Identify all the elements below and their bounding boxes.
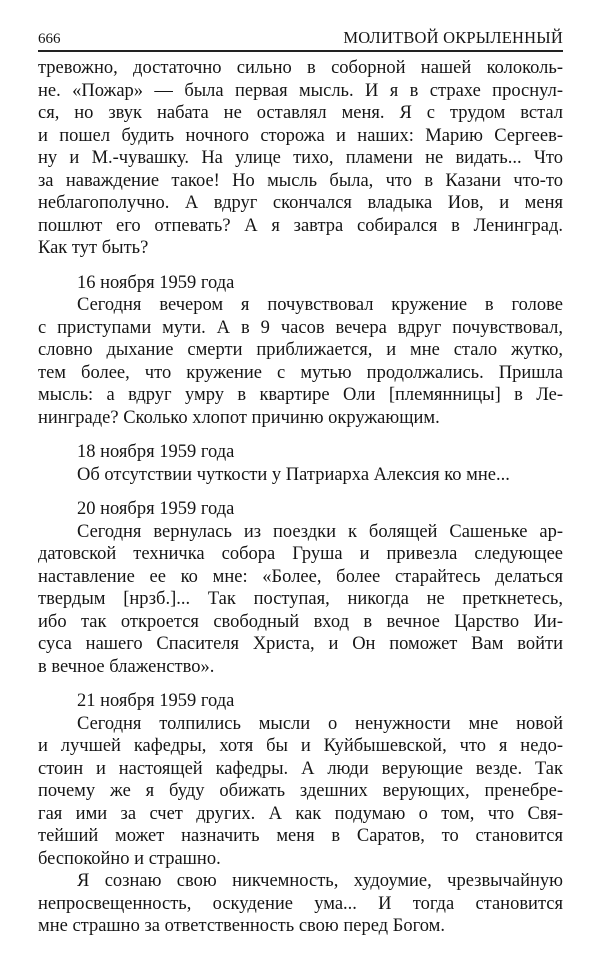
paragraph [38, 870, 563, 938]
entry-date: 18 ноября 1959 года [77, 442, 235, 462]
text-line: мне страшно за ответственность свою перед Богом. [38, 916, 445, 936]
text-line: тем более, что кружение с мутью продолжались. Пришла [38, 362, 563, 383]
text-line: гая ими за счет других. А как подумаю о том, что Свя- [38, 803, 563, 824]
paragraph [38, 521, 563, 679]
text-line: тейший может назначить меня в Саратов, то становится [38, 826, 563, 846]
running-head [38, 22, 563, 48]
text-line: Как тут быть? [38, 238, 149, 258]
text-line: суса нашего Спасителя Христа, и Он поможет Вам войти [38, 634, 563, 654]
text-line: ся, но звук набата не оставлял меня. Я с трудом встал [38, 103, 563, 123]
paragraph [38, 713, 563, 871]
text-line: Об отсутствии чуткости у Патриарха Алексия ко мне... [77, 464, 510, 485]
entry-date: 21 ноября 1959 года [77, 691, 235, 711]
text-line: Сегодня толпились мысли о ненужности мне новой [77, 713, 563, 734]
paragraph [38, 464, 563, 487]
text-line: почему же я буду обижать здешних верующих, пренебре- [38, 781, 563, 801]
text-line: наставление ее ко мне: «Более, более старайтесь делаться [38, 566, 563, 587]
text-line: и лучшей кафедры, хотя бы и Куйбышевской, что я недо- [38, 736, 563, 756]
text-line: мысль: а вдруг умру в квартире Оли [племянницы] в Ле- [38, 385, 563, 405]
text-line: неблагополучно. А вдруг скончался владыка Иов, и меня [38, 193, 563, 213]
page-number: 666 [38, 31, 61, 47]
text-line: нинграде? Сколько хлопот причиню окружающим. [38, 407, 440, 428]
text-line: с приступами мути. А в 9 часов вечера вдруг почувствовал, [38, 317, 563, 338]
header-rule [38, 50, 563, 52]
text-line: и пошел будить ночного сторожа и наших: Марию Сергеев- [38, 125, 563, 146]
entry-date: 16 ноября 1959 года [77, 272, 235, 293]
text-line: Сегодня вечером я почувствовал кружение в голове [77, 295, 563, 315]
paragraph [38, 57, 563, 260]
book-title: МОЛИТВОЙ ОКРЫЛЕННЫЙ [343, 28, 563, 47]
text-line: Я сознаю свою никчемность, худоумие, чрезвычайную [77, 871, 563, 891]
text-line: беспокойно и страшно. [38, 848, 221, 869]
text-line: твердым [нрзб.]... Так поступая, никогда не преткнетесь, [38, 589, 563, 609]
paragraph [38, 294, 563, 429]
text-line: пошлют его отпевать? А я завтра собирался в Ленинград. [38, 215, 563, 236]
page-body [38, 57, 563, 938]
text-line: ибо так откроется свободный вход в вечное Царство Ии- [38, 611, 563, 632]
text-line: Сегодня вернулась из поездки к болящей Сашеньке ар- [77, 521, 563, 542]
text-line: словно дыхание смерти приближается, и мне стало жутко, [38, 340, 563, 360]
text-line: тревожно, достаточно сильно в соборной нашей колоколь- [38, 58, 563, 78]
text-line: ну и М.-чувашку. На улице тихо, пламени не видать... Что [38, 148, 563, 168]
text-line: в вечное блаженство». [38, 656, 215, 677]
text-line: не. «Пожар» — была первая мысль. И я в страхе проснул- [38, 80, 563, 101]
text-line: стоин и настоящей кафедры. А люди верующие везде. Так [38, 758, 563, 779]
text-line: датовской техничка собора Груша и привезла следующее [38, 544, 563, 564]
entry-date: 20 ноября 1959 года [77, 499, 235, 519]
text-line: непросвещенность, оскудение ума... И тогда становится [38, 893, 563, 914]
text-line: за наваждение такое! Но мысль была, что в Казани что-то [38, 170, 563, 191]
